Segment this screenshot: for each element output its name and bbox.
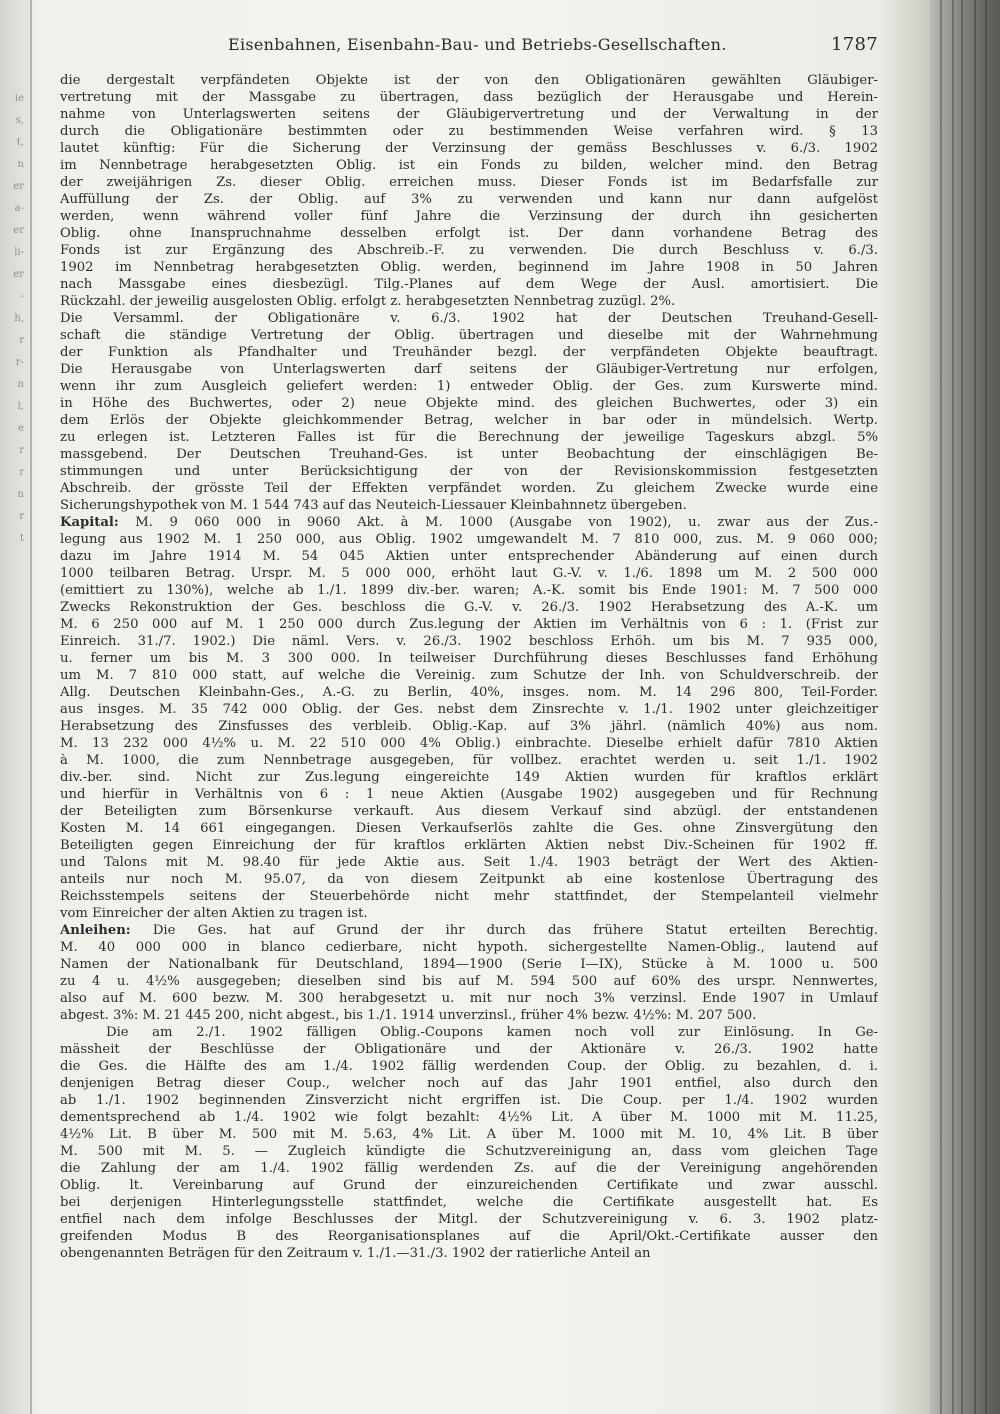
text-line: bei derjenigen Hinterlegungsstelle stattfindet, welche die Certifikate ausgestellt hat. Es xyxy=(60,1195,878,1210)
margin-fragment: n xyxy=(17,159,24,170)
text-line: Oblig. lt. Vereinbarung auf Grund der einzureichenden Certifikate und zwar ausschl. xyxy=(60,1178,878,1193)
text-line: also auf M. 600 bezw. M. 300 herabgesetzt u. mit nur noch 3% verzinsl. Ende 1907 in Umlauf xyxy=(60,991,878,1006)
text-line: durch die Obligationäre bestimmten oder zu bestimmenden Weise verfahren wird. § 13 xyxy=(60,124,878,139)
text-line: und hierfür in Verhältnis von 6 : 1 neue Aktien (Ausgabe 1902) ausgegeben und für Rechnung xyxy=(60,787,878,802)
text-line: Fonds ist zur Ergänzung des Abschreib.-F. zu verwenden. Die durch Beschluss v. 6./3. xyxy=(60,243,878,258)
text-line xyxy=(60,922,878,939)
text-line: vertretung mit der Massgabe zu übertragen, dass bezüglich der Herausgabe und Herein- xyxy=(60,90,878,105)
text-line: um M. 7 810 000 statt, auf welche die Vereinig. zum Schutze der Inh. von Schuldverschreib. der xyxy=(60,668,878,683)
text-line: der Funktion als Pfandhalter und Treuhänder bezgl. der verpfändeten Objekte beauftragt. xyxy=(60,345,878,360)
text-line-rest: Die Ges. hat auf Grund der ihr durch das frühere Statut erteilten Berechtig. xyxy=(130,923,878,938)
text-line: entfiel nach dem infolge Beschlusses der Mitgl. der Schutzvereinigung v. 6. 3. 1902 platz- xyxy=(60,1212,878,1227)
text-line: Zwecks Rekonstruktion der Ges. beschloss die G.-V. v. 26./3. 1902 Herabsetzung des A.-K. um xyxy=(60,600,878,615)
margin-fragment: l, xyxy=(17,401,24,412)
text-line: Auffüllung der Zs. der Oblig. auf 3% zu verwenden und kann nur dann aufgelöst xyxy=(60,192,878,207)
text-line: div.-ber. sind. Nicht zur Zus.legung eingereichte 149 Aktien wurden für kraftlos erklärt xyxy=(60,770,878,785)
text-line: 1902 im Nennbetrag herabgesetzten Oblig. werden, beginnend im Jahre 1908 in 50 Jahren xyxy=(60,260,878,275)
margin-fragment: t, xyxy=(16,137,24,148)
text-line: dem Erlös der Objekte gleichkommender Betrag, welcher in bar oder in mündelsich. Wertp. xyxy=(60,413,878,428)
text-line: Namen der Nationalbank für Deutschland, 1894—1900 (Serie I—IX), Stücke à M. 1000 u. 500 xyxy=(60,957,878,972)
paragraph xyxy=(60,1024,878,1262)
margin-fragment: a- xyxy=(14,203,24,214)
text-line: mässheit der Beschlüsse der Obligationäre und der Aktionäre v. 26./3. 1902 hatte xyxy=(60,1042,878,1057)
text-line: Sicherungshypothek von M. 1 544 743 auf das Neuteich-Liessauer Kleinbahnnetz übergeben. xyxy=(60,498,687,513)
margin-fragment: n xyxy=(17,489,24,500)
text-line: Reichsstempels seitens der Steuerbehörde nicht mehr stattfindet, der Stempelanteil vielmehr xyxy=(60,889,878,904)
paragraph xyxy=(60,514,878,922)
text-line: Allg. Deutschen Kleinbahn-Ges., A.-G. zu Berlin, 40%, insges. nom. M. 14 296 800, Teil-Forder. xyxy=(60,685,878,700)
text-line: Abschreib. der grösste Teil der Effekten verpfändet worden. Zu gleichem Zwecke wurde eine xyxy=(60,481,878,496)
text-body xyxy=(60,72,878,1262)
text-line: zu 4 u. 4½% ausgegeben; dieselben sind bis auf M. 594 500 auf 60% des urspr. Nennwertes, xyxy=(60,974,878,989)
text-line: à M. 1000, die zum Nennbetrage ausgegeben, für vollbez. erachtet werden u. seit 1./1. 1902 xyxy=(60,753,878,768)
text-line: obengenannten Beträgen für den Zeitraum v. 1./1.—31./3. 1902 der ratierliche Anteil an xyxy=(60,1246,651,1261)
text-line: denjenigen Betrag dieser Coup., welcher noch auf das Jahr 1901 entfiel, also durch den xyxy=(60,1076,878,1091)
margin-fragment: er xyxy=(13,181,24,192)
text-line: und Talons mit M. 98.40 für jede Aktie aus. Seit 1./4. 1903 beträgt der Wert des Aktien- xyxy=(60,855,878,870)
text-line: Einreich. 31./7. 1902.) Die näml. Vers. v. 26./3. 1902 beschloss Erhöh. um bis M. 7 935 000, xyxy=(60,634,878,649)
text-line: nahme von Unterlagswerten seitens der Gläubigervertretung und der Verwaltung in der xyxy=(60,107,878,122)
text-line: 1000 teilbaren Betrag. Urspr. M. 5 000 000, erhöht laut G.-V. v. 1./6. 1898 um M. 2 500 000 xyxy=(60,566,878,581)
margin-fragment: - xyxy=(20,291,24,302)
paragraph xyxy=(60,72,878,310)
text-line: Kosten M. 14 661 eingegangen. Diesen Verkaufserlös zahlte die Ges. ohne Zinsvergütung den xyxy=(60,821,878,836)
margin-fragment: li- xyxy=(14,247,24,258)
margin-fragment: r xyxy=(19,511,24,522)
text-line: Die Versamml. der Obligationäre v. 6./3. 1902 hat der Deutschen Treuhand-Gesell- xyxy=(60,311,878,326)
text-line: 4½% Lit. B über M. 500 mit M. 5.63, 4% Lit. A über M. 1000 mit M. 10, 4% Lit. B über xyxy=(60,1127,878,1142)
book-gutter-shadow xyxy=(930,0,1000,1414)
running-header xyxy=(228,34,878,55)
margin-fragment: ie xyxy=(14,93,24,104)
text-line: legung aus 1902 M. 1 250 000, aus Oblig. 1902 umgewandelt M. 7 810 000, zus. M. 9 060 000; xyxy=(60,532,878,547)
text-line: in Höhe des Buchwertes, oder 2) neue Objekte mind. des gleichen Buchwertes, oder 3) ein xyxy=(60,396,878,411)
text-line: wenn ihr zum Ausgleich geliefert werden: 1) entweder Oblig. der Ges. zum Kurswerte mind. xyxy=(60,379,878,394)
text-line: M. 6 250 000 auf M. 1 250 000 durch Zus.legung der Aktien im Verhältnis von 6 : 1. (Frist zur xyxy=(60,617,878,632)
text-line: dazu im Jahre 1914 M. 54 045 Aktien unter entsprechender Abänderung auf einen durch xyxy=(60,549,878,564)
text-line: (emittiert zu 130%), welche ab 1./1. 1899 div.-ber. waren; A.-K. somit bis Ende 1901: M. 7 500 000 xyxy=(60,583,878,598)
margin-fragment: er xyxy=(13,225,24,236)
text-line: der Beteiligten zum Börsenkurse verkauft. Aus diesem Verkauf sind abzügl. der entstandenen xyxy=(60,804,878,819)
text-line: aus insges. M. 35 742 000 Oblig. der Ges. nebst dem Zinsrechte v. 1./1. 1902 unter gleichzeitiger xyxy=(60,702,878,717)
text-line: schaft die ständige Vertretung der Oblig. übertragen und dieselbe mit der Wahrnehmung xyxy=(60,328,878,343)
text-line: ab 1./1. 1902 beginnenden Zinsverzicht nicht ergriffen ist. Die Coup. per 1./4. 1902 wurden xyxy=(60,1093,878,1108)
text-line: lautet künftig: Für die Sicherung der Verzinsung der gemäss Beschlusses v. 6./3. 1902 xyxy=(60,141,878,156)
text-line: massgebend. Der Deutschen Treuhand-Ges. ist unter Beobachtung der einschlägigen Be- xyxy=(60,447,878,462)
text-line: stimmungen und unter Berücksichtigung der von der Revisionskommission festgesetzten xyxy=(60,464,878,479)
text-line: Beteiligten gegen Einreichung der für kraftlos erklärten Aktien nebst Div.-Scheinen für 1902 ff. xyxy=(60,838,878,853)
adjacent-page-edge xyxy=(0,0,32,1414)
text-line: dementsprechend ab 1./4. 1902 wie folgt bezahlt: 4½% Lit. A über M. 1000 mit M. 11.25, xyxy=(60,1110,878,1125)
margin-fragment: r xyxy=(19,335,24,346)
text-line: im Nennbetrage herabgesetzten Oblig. ist ein Fonds zu bilden, welcher mind. den Betrag xyxy=(60,158,878,173)
text-line: abgest. 3%: M. 21 445 200, nicht abgest., bis 1./1. 1914 unverzinsl., früher 4% bezw. 4½%: M. 207 500. xyxy=(60,1008,757,1023)
text-line: vom Einreicher der alten Aktien zu tragen ist. xyxy=(60,906,368,921)
text-line: M. 40 000 000 in blanco cedierbare, nicht hypoth. sichergestellte Namen-Oblig., lautend auf xyxy=(60,940,878,955)
margin-fragment: r- xyxy=(15,357,24,368)
margin-fragment: e xyxy=(18,423,24,434)
text-line: die Ges. die Hälfte des am 1./4. 1902 fällig werdenden Coup. der Oblig. zu bezahlen, d. i. xyxy=(60,1059,878,1074)
text-line: Herabsetzung des Zinsfusses des verbleib. Oblig.-Kap. auf 3% jährl. (nämlich 40%) aus nom. xyxy=(60,719,878,734)
text-line: die dergestalt verpfändeten Objekte ist der von den Obligationären gewählten Gläubiger- xyxy=(60,73,878,88)
text-line: M. 500 mit M. 5. — Zugleich kündigte die Schutzvereinigung an, dass vom gleichen Tage xyxy=(60,1144,878,1159)
section-label: Anleihen: xyxy=(60,923,131,938)
margin-fragment: t xyxy=(19,533,24,544)
text-line-rest: M. 9 060 000 in 9060 Akt. à M. 1000 (Ausgabe von 1902), u. zwar aus der Zus.- xyxy=(118,515,878,530)
text-line: Oblig. ohne Inanspruchnahme desselben erfolgt ist. Der dann vorhandene Betrag des xyxy=(60,226,878,241)
margin-fragment: s, xyxy=(15,115,24,126)
paragraph xyxy=(60,922,878,1024)
text-line: anteils nur noch M. 95.07, da von diesem Zeitpunkt ab eine kostenlose Übertragung des xyxy=(60,872,878,887)
text-line: u. ferner um bis M. 3 300 000. In teilweiser Durchführung dieses Beschlusses fand Erhöhung xyxy=(60,651,878,666)
text-line: Die Herausgabe von Unterlagswerten darf seitens der Gläubiger-Vertretung nur erfolgen, xyxy=(60,362,878,377)
text-line: nach Massgabe eines diesbezügl. Tilg.-Planes auf dem Wege der Ausl. amortisiert. Die xyxy=(60,277,878,292)
text-line: werden, wenn während voller fünf Jahre die Verzinsung der durch ihn gesicherten xyxy=(60,209,878,224)
margin-fragment: n xyxy=(17,379,24,390)
text-line: der zweijährigen Zs. dieser Oblig. erreichen muss. Dieser Fonds ist im Bedarfsfalle zur xyxy=(60,175,878,190)
text-line xyxy=(60,514,878,531)
paragraph xyxy=(60,310,878,514)
text-line: Die am 2./1. 1902 fälligen Oblig.-Coupons kamen noch voll zur Einlösung. In Ge- xyxy=(106,1025,878,1040)
margin-fragment: h, xyxy=(14,313,24,324)
margin-fragment: r xyxy=(19,467,24,478)
section-label: Kapital: xyxy=(60,515,119,530)
text-line: zu erlegen ist. Letzteren Falles ist für die Berechnung der jeweilige Tageskurs abzgl. 5% xyxy=(60,430,878,445)
text-line: M. 13 232 000 4½% u. M. 22 510 000 4% Oblig.) einbrachte. Dieselbe erhielt dafür 7810 Aktien xyxy=(60,736,878,751)
text-line: Rückzahl. der jeweilig ausgelosten Oblig. erfolgt z. herabgesetzten Nennbetrag zuzügl. 2%. xyxy=(60,294,676,309)
text-line: greifenden Modus B des Reorganisationsplanes auf die April/Okt.-Certifikate ausser den xyxy=(60,1229,878,1244)
page-number: 1787 xyxy=(830,34,878,55)
margin-fragment: er xyxy=(13,269,24,280)
running-title: Eisenbahnen, Eisenbahn-Bau- und Betriebs-Gesellschaften. xyxy=(228,35,727,54)
margin-fragment: r xyxy=(19,445,24,456)
text-line: die Zahlung der am 1./4. 1902 fällig werdenden Zs. auf die der Vereinigung angehörenden xyxy=(60,1161,878,1176)
